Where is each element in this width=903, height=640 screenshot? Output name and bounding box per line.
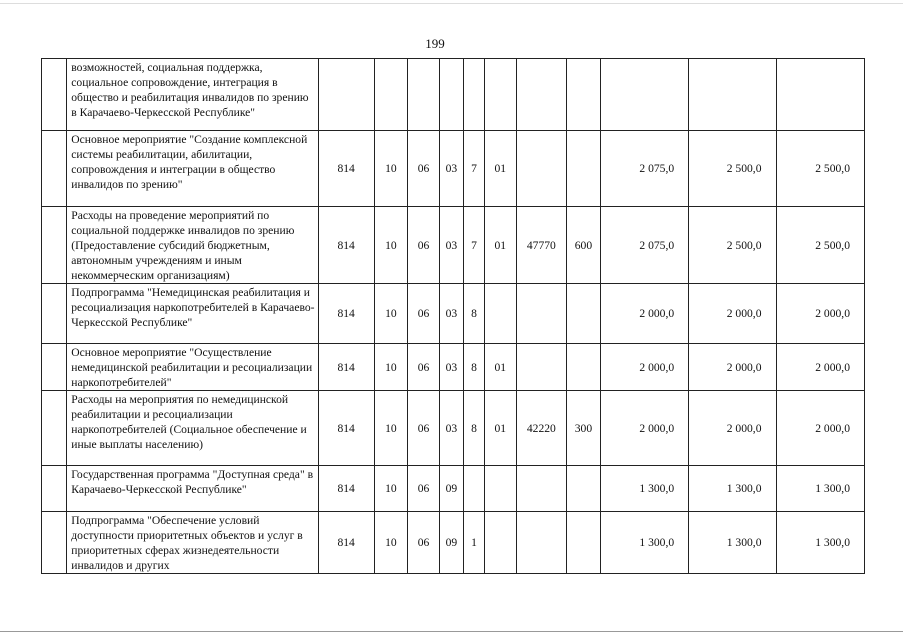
- code-program: 09: [439, 466, 463, 512]
- amount-year-3: 1 300,0: [776, 512, 865, 574]
- amount-year-1: 2 000,0: [600, 391, 688, 466]
- code-section: 10: [374, 466, 408, 512]
- code-expense-type: [567, 344, 601, 391]
- row-index-cell: [42, 207, 67, 284]
- amount-year-3: 2 500,0: [776, 207, 865, 284]
- code-program: 09: [439, 512, 463, 574]
- code-program: 03: [439, 131, 463, 207]
- item-name: возможностей, социальная поддержка, социальное сопровождение, интеграция в общество и реабилитация инвалидов по зрению в Карачаево-Черкесской Республике": [67, 59, 319, 131]
- code-expense-type: [567, 512, 601, 574]
- code-subprogram: 8: [463, 284, 484, 344]
- item-name: Подпрограмма "Обеспечение условий доступности приоритетных объектов и услуг в приоритетных сферах жизнедеятельности инвалидов и других: [67, 512, 319, 574]
- table-row: [42, 131, 865, 207]
- code-program: 03: [439, 391, 463, 466]
- amount-year-2: 1 300,0: [689, 466, 776, 512]
- code-direction: [516, 59, 567, 131]
- code-ministry: 814: [318, 466, 374, 512]
- row-index-cell: [42, 512, 67, 574]
- code-direction: 47770: [516, 207, 567, 284]
- code-expense-type: [567, 284, 601, 344]
- table-row: [42, 344, 865, 391]
- code-expense-type: [567, 466, 601, 512]
- code-subprogram: 7: [463, 207, 484, 284]
- amount-year-3: 2 000,0: [776, 344, 865, 391]
- amount-year-3: 1 300,0: [776, 466, 865, 512]
- amount-year-1: 2 000,0: [600, 284, 688, 344]
- amount-year-3: [776, 59, 865, 131]
- code-subprogram: 8: [463, 391, 484, 466]
- row-index-cell: [42, 344, 67, 391]
- table-row: [42, 207, 865, 284]
- code-program: 03: [439, 284, 463, 344]
- code-section: 10: [374, 207, 408, 284]
- amount-year-2: 2 500,0: [689, 207, 776, 284]
- table-row: [42, 59, 865, 131]
- amount-year-3: 2 000,0: [776, 284, 865, 344]
- item-name: Подпрограмма "Немедицинская реабилитация и ресоциализация наркопотребителей в Карачаево-Черкесской Республике": [67, 284, 319, 344]
- item-name: Основное мероприятие "Осуществление немедицинской реабилитации и ресоциализации наркопотребителей": [67, 344, 319, 391]
- code-expense-type: 300: [567, 391, 601, 466]
- code-subsection: 06: [408, 466, 440, 512]
- code-activity: 01: [485, 207, 517, 284]
- code-section: 10: [374, 512, 408, 574]
- amount-year-3: 2 500,0: [776, 131, 865, 207]
- code-section: [374, 59, 408, 131]
- amount-year-2: 2 000,0: [689, 344, 776, 391]
- code-subsection: 06: [408, 512, 440, 574]
- code-subprogram: [463, 59, 484, 131]
- code-activity: [485, 466, 517, 512]
- code-activity: 01: [485, 344, 517, 391]
- code-activity: 01: [485, 131, 517, 207]
- row-index-cell: [42, 131, 67, 207]
- code-ministry: 814: [318, 344, 374, 391]
- code-subprogram: 7: [463, 131, 484, 207]
- code-ministry: 814: [318, 131, 374, 207]
- amount-year-1: 2 075,0: [600, 131, 688, 207]
- code-ministry: 814: [318, 391, 374, 466]
- row-index-cell: [42, 391, 67, 466]
- code-subsection: 06: [408, 131, 440, 207]
- scan-edge-bottom: [0, 631, 903, 632]
- code-subsection: 06: [408, 284, 440, 344]
- code-ministry: [318, 59, 374, 131]
- code-ministry: 814: [318, 512, 374, 574]
- amount-year-3: 2 000,0: [776, 391, 865, 466]
- code-subprogram: 1: [463, 512, 484, 574]
- amount-year-2: [689, 59, 776, 131]
- code-program: [439, 59, 463, 131]
- table-row: [42, 512, 865, 574]
- code-section: 10: [374, 344, 408, 391]
- code-subsection: 06: [408, 391, 440, 466]
- amount-year-1: 1 300,0: [600, 512, 688, 574]
- code-activity: [485, 284, 517, 344]
- code-subprogram: [463, 466, 484, 512]
- code-expense-type: [567, 59, 601, 131]
- item-name: Расходы на проведение мероприятий по социальной поддержке инвалидов по зрению (Предоставление субсидий бюджетным, автономным учреждениям и иным некоммерческим организациям): [67, 207, 319, 284]
- amount-year-2: 1 300,0: [689, 512, 776, 574]
- amount-year-2: 2 000,0: [689, 391, 776, 466]
- code-subsection: [408, 59, 440, 131]
- code-activity: 01: [485, 391, 517, 466]
- code-direction: 42220: [516, 391, 567, 466]
- code-subsection: 06: [408, 344, 440, 391]
- code-ministry: 814: [318, 207, 374, 284]
- item-name: Основное мероприятие "Создание комплексной системы реабилитации, абилитации, сопровождения и интеграции в общество инвалидов по зрению": [67, 131, 319, 207]
- amount-year-2: 2 000,0: [689, 284, 776, 344]
- code-direction: [516, 344, 567, 391]
- code-expense-type: [567, 131, 601, 207]
- table-row: [42, 466, 865, 512]
- item-name: Расходы на мероприятия по немедицинской реабилитации и ресоциализации наркопотребителей (Социальное обеспечение и иные выплаты населению): [67, 391, 319, 466]
- scan-edge-top: [0, 3, 903, 4]
- code-ministry: 814: [318, 284, 374, 344]
- amount-year-1: 2 000,0: [600, 344, 688, 391]
- code-expense-type: 600: [567, 207, 601, 284]
- table-row: [42, 391, 865, 466]
- table-row: [42, 284, 865, 344]
- code-activity: [485, 59, 517, 131]
- code-subprogram: 8: [463, 344, 484, 391]
- item-name: Государственная программа "Доступная среда" в Карачаево-Черкесской Республике": [67, 466, 319, 512]
- amount-year-1: [600, 59, 688, 131]
- budget-table: [41, 58, 865, 574]
- page-number: 199: [425, 36, 445, 51]
- code-section: 10: [374, 131, 408, 207]
- amount-year-1: 2 075,0: [600, 207, 688, 284]
- code-program: 03: [439, 344, 463, 391]
- amount-year-1: 1 300,0: [600, 466, 688, 512]
- code-direction: [516, 131, 567, 207]
- code-program: 03: [439, 207, 463, 284]
- row-index-cell: [42, 59, 67, 131]
- row-index-cell: [42, 466, 67, 512]
- code-section: 10: [374, 284, 408, 344]
- code-direction: [516, 284, 567, 344]
- code-subsection: 06: [408, 207, 440, 284]
- row-index-cell: [42, 284, 67, 344]
- code-activity: [485, 512, 517, 574]
- code-direction: [516, 466, 567, 512]
- code-direction: [516, 512, 567, 574]
- code-section: 10: [374, 391, 408, 466]
- amount-year-2: 2 500,0: [689, 131, 776, 207]
